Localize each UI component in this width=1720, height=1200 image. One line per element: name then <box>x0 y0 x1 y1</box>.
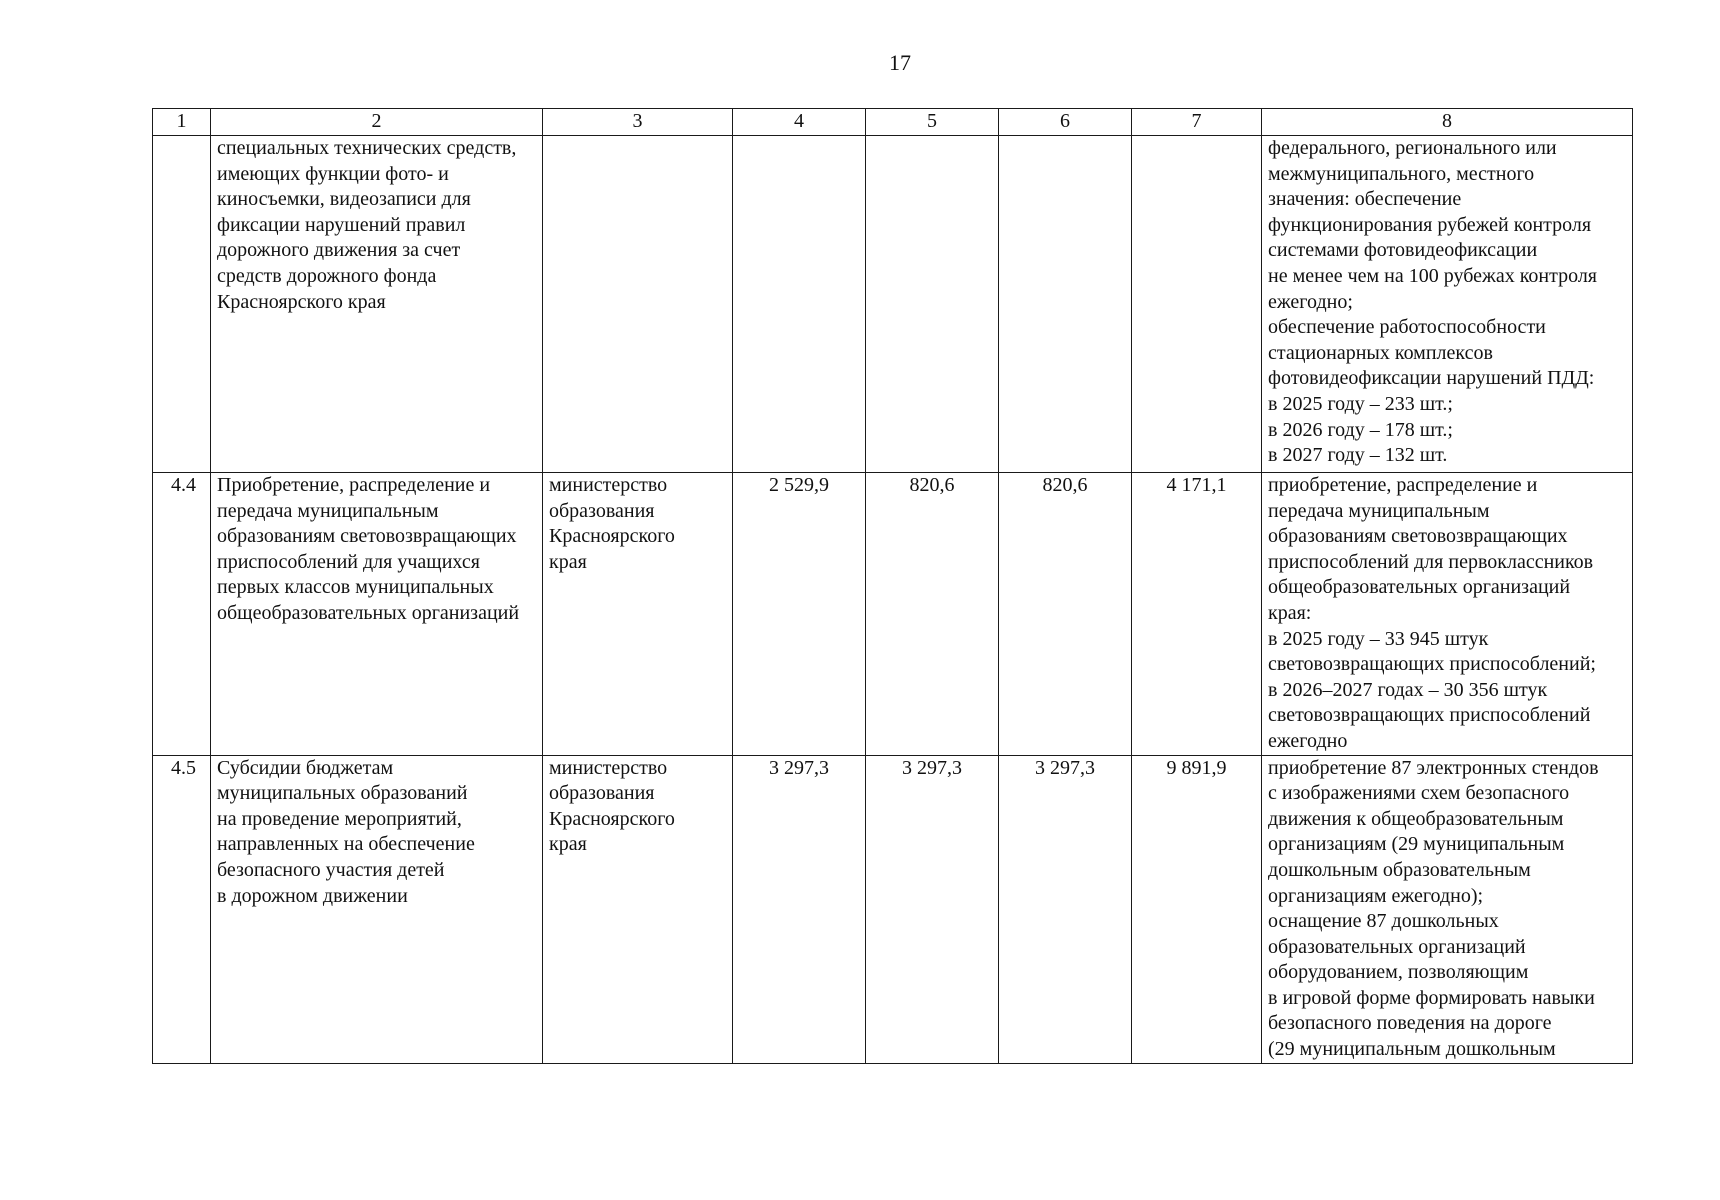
activity-name-line: муниципальных образований <box>217 782 468 805</box>
result-line: в 2026 году – 178 шт.; <box>1268 418 1453 441</box>
total-cell: 4 171,1 <box>1132 473 1262 756</box>
table-row-4-4 <box>153 473 1633 756</box>
result-line: ежегодно; <box>1268 290 1353 313</box>
col-header-1: 1 <box>153 109 211 136</box>
table-row-continuation <box>153 136 1633 473</box>
col-header-5: 5 <box>866 109 999 136</box>
result-line: фотовидеофиксации нарушений ПДД: <box>1268 367 1595 390</box>
value-2025-cell <box>733 136 866 473</box>
value-2027-cell: 3 297,3 <box>999 755 1132 1063</box>
activity-name-cell <box>211 136 543 473</box>
result-line: обеспечение работоспособности <box>1268 316 1546 339</box>
executor-line: края <box>549 550 587 573</box>
result-line: движения к общеобразовательным <box>1268 807 1564 830</box>
result-line: в 2025 году – 233 шт.; <box>1268 392 1453 415</box>
executor-line: образования <box>549 499 655 522</box>
activity-name-line: приспособлений для учащихся <box>217 550 480 573</box>
activity-name-line: направленных на обеспечение <box>217 833 475 856</box>
result-line: в 2026–2027 годах – 30 356 штук <box>1268 678 1548 701</box>
result-line: ежегодно <box>1268 729 1348 752</box>
result-line: организациям ежегодно); <box>1268 884 1484 907</box>
activity-name-line: первых классов муниципальных <box>217 576 494 599</box>
result-line: оборудованием, позволяющим <box>1268 961 1529 984</box>
result-line: образовательных организаций <box>1268 935 1526 958</box>
value-2026-cell: 820,6 <box>866 473 999 756</box>
col-header-8: 8 <box>1262 109 1633 136</box>
result-line: с изображениями схем безопасного <box>1268 782 1570 805</box>
value-2026-cell <box>866 136 999 473</box>
activity-name-line: общеобразовательных организаций <box>217 601 520 624</box>
activity-name-line: на проведение мероприятий, <box>217 807 462 830</box>
executor-cell <box>543 136 733 473</box>
column-number-row <box>153 109 1633 136</box>
executor-line: образования <box>549 782 655 805</box>
result-line: передача муниципальным <box>1268 499 1490 522</box>
expected-result-cell <box>1262 136 1633 473</box>
activities-table <box>152 108 1633 1064</box>
expected-result-cell <box>1262 755 1633 1063</box>
result-line: функционирования рубежей контроля <box>1268 213 1592 236</box>
activity-name-line: средств дорожного фонда <box>217 264 437 287</box>
row-number-cell <box>153 136 211 473</box>
result-line: приспособлений для первоклассников <box>1268 550 1594 573</box>
result-line: системами фотовидеофиксации <box>1268 239 1538 262</box>
activity-name-line: специальных технических средств, <box>217 137 517 159</box>
expected-result-cell <box>1262 473 1633 756</box>
activity-name-cell <box>211 473 543 756</box>
col-header-2: 2 <box>211 109 543 136</box>
activity-name-line: передача муниципальным <box>217 499 439 522</box>
result-line: значения: обеспечение <box>1268 188 1462 211</box>
executor-line: министерство <box>549 756 668 779</box>
result-line: организациям (29 муниципальным <box>1268 833 1565 856</box>
col-header-3: 3 <box>543 109 733 136</box>
program-activities-table <box>152 108 1632 1064</box>
executor-line: Красноярского <box>549 525 675 548</box>
activity-name-line: киносъемки, видеозаписи для <box>217 188 471 211</box>
table-row-4-5 <box>153 755 1633 1063</box>
result-line: световозвращающих приспособлений; <box>1268 653 1596 676</box>
result-line: не менее чем на 100 рубежах контроля <box>1268 264 1598 287</box>
col-header-7: 7 <box>1132 109 1262 136</box>
activity-name-line: Приобретение, распределение и <box>217 474 491 496</box>
result-line: федерального, регионального или <box>1268 137 1557 159</box>
page-number: 17 <box>889 50 911 75</box>
result-line: оснащение 87 дошкольных <box>1268 910 1499 933</box>
result-line: в 2027 году – 132 шт. <box>1268 444 1448 467</box>
executor-line: Красноярского <box>549 807 675 830</box>
result-line: стационарных комплексов <box>1268 341 1493 364</box>
result-line: края: <box>1268 601 1312 624</box>
row-number-cell: 4.4 <box>153 473 211 756</box>
activity-name-line: Субсидии бюджетам <box>217 756 394 779</box>
result-line: приобретение 87 электронных стендов <box>1268 756 1599 779</box>
result-line: дошкольным образовательным <box>1268 858 1531 881</box>
executor-cell <box>543 473 733 756</box>
activity-name-line: имеющих функции фото- и <box>217 162 449 185</box>
executor-line: министерство <box>549 474 668 496</box>
col-header-4: 4 <box>733 109 866 136</box>
value-2026-cell: 3 297,3 <box>866 755 999 1063</box>
activity-name-line: образованиям световозвращающих <box>217 525 517 548</box>
result-line: приобретение, распределение и <box>1268 474 1538 496</box>
total-cell <box>1132 136 1262 473</box>
result-line: (29 муниципальным дошкольным <box>1268 1038 1556 1061</box>
value-2025-cell: 2 529,9 <box>733 473 866 756</box>
result-line: межмуниципального, местного <box>1268 162 1535 185</box>
result-line: в игровой форме формировать навыки <box>1268 986 1595 1009</box>
executor-cell <box>543 755 733 1063</box>
value-2025-cell: 3 297,3 <box>733 755 866 1063</box>
activity-name-cell <box>211 755 543 1063</box>
activity-name-line: Красноярского края <box>217 290 386 313</box>
activity-name-line: безопасного участия детей <box>217 858 445 881</box>
activity-name-line: фиксации нарушений правил <box>217 213 466 236</box>
result-line: световозвращающих приспособлений <box>1268 704 1591 727</box>
result-line: общеобразовательных организаций <box>1268 576 1571 599</box>
activity-name-line: в дорожном движении <box>217 884 408 907</box>
col-header-6: 6 <box>999 109 1132 136</box>
row-number-cell: 4.5 <box>153 755 211 1063</box>
result-line: в 2025 году – 33 945 штук <box>1268 627 1489 650</box>
executor-line: края <box>549 833 587 856</box>
value-2027-cell: 820,6 <box>999 473 1132 756</box>
total-cell: 9 891,9 <box>1132 755 1262 1063</box>
activity-name-line: дорожного движения за счет <box>217 239 461 262</box>
result-line: безопасного поведения на дороге <box>1268 1012 1552 1035</box>
result-line: образованиям световозвращающих <box>1268 525 1568 548</box>
value-2027-cell <box>999 136 1132 473</box>
